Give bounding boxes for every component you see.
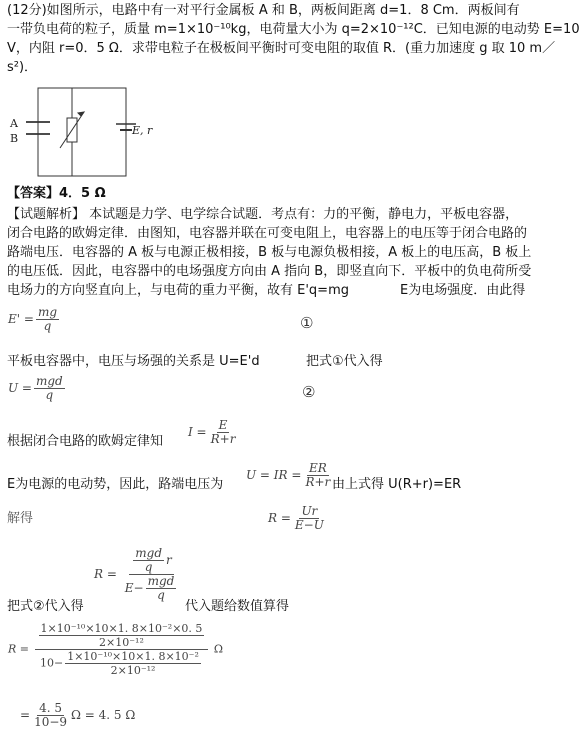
analysis-line-10b: 代入题给数值算得: [185, 599, 290, 614]
circuit-diagram: [8, 82, 153, 182]
equation-mark-2: ②: [302, 383, 316, 401]
equation-6: R = $\frac{\text{mgd}}{q}$ r E− $\frac{\text{mgd}}{q}$: [94, 546, 175, 602]
analysis-line-6: 平板电容器中，电压与场强的关系是 U=E'd: [7, 354, 260, 369]
problem-line-1: (12分)如图所示，电路中有一对平行金属板 A 和 B，两板间距离 d=1．8 Cm．两板间有: [7, 3, 520, 18]
analysis-line-10: 把式②代入得: [7, 599, 84, 614]
equation-7: R = $\frac{\text{1×10⁻¹⁰×10×1. 8×10⁻²×0. 5}}{\text{2×10⁻¹²}}$ 10− $\frac{\text{1×10⁻¹⁰×10×1. 8×10⁻²}}{\text{2×10⁻¹²}}$ Ω: [8, 622, 224, 677]
analysis-line-6b: 把式①代入得: [306, 354, 383, 369]
analysis-line-8: E为电源的电动势，因此，路端电压为: [7, 477, 224, 492]
equation-1: E' = $\frac{mg}{q}$: [8, 305, 57, 333]
equation-3: I = $\frac{E}{R+r}$: [188, 418, 236, 446]
equation-5: R = $\frac{Ur}{E-U}$: [268, 504, 324, 532]
analysis-line-9: 解得: [7, 511, 34, 526]
source-label: E, r: [132, 124, 153, 137]
problem-line-3: V，内阻 r=0．5 Ω．求带电粒子在极板间平衡时可变电阻的取值 R．(重力加速度 g 取 10 m／: [7, 41, 556, 56]
problem-line-2: 一带负电荷的粒子，质量 m=1×10⁻¹⁰kg，电荷量大小为 q=2×10⁻¹²C．已知电源的电动势 E=10: [7, 22, 580, 37]
analysis-line-1: 【试题解析】 本试题是力学、电学综合试题．考点有：力的平衡，静电力，平板电容器，: [7, 207, 519, 222]
equation-2: U = $\frac{\text{mgd}}{q}$: [8, 374, 63, 402]
equation-8: = $\frac{4. 5}{10-9}$ Ω = 4. 5 Ω: [20, 701, 136, 729]
analysis-line-3: 路端电压．电容器的 A 板与电源正极相接，B 板与电源负极相接，A 板上的电压高，B 板上: [7, 245, 532, 260]
plate-b-label: B: [10, 132, 19, 145]
answer: 【答案】4．5 Ω: [7, 186, 106, 201]
analysis-line-5b: E为电场强度．由此得: [400, 283, 526, 298]
analysis-line-2: 闭合电路的欧姆定律．由图知，电容器并联在可变电阻上，电容器上的电压等于闭合电路的: [7, 226, 528, 241]
analysis-line-4: 的电压低．因此，电容器中的电场强度方向由 A 指向 B，即竖直向下．平板中的负电荷所受: [7, 264, 532, 279]
plate-a-label: A: [10, 117, 18, 130]
analysis-line-8b: 由上式得 U(R+r)=ER: [332, 477, 462, 492]
equation-4: U = IR = $\frac{ER}{R+r}$: [246, 461, 331, 489]
analysis-line-7: 根据闭合电路的欧姆定律知: [7, 434, 164, 449]
equation-mark-1: ①: [300, 314, 314, 332]
analysis-line-5: 电场力的方向竖直向上，与电荷的重力平衡，故有 E'q=mg: [7, 283, 349, 298]
problem-line-4: s²)．: [7, 60, 38, 75]
